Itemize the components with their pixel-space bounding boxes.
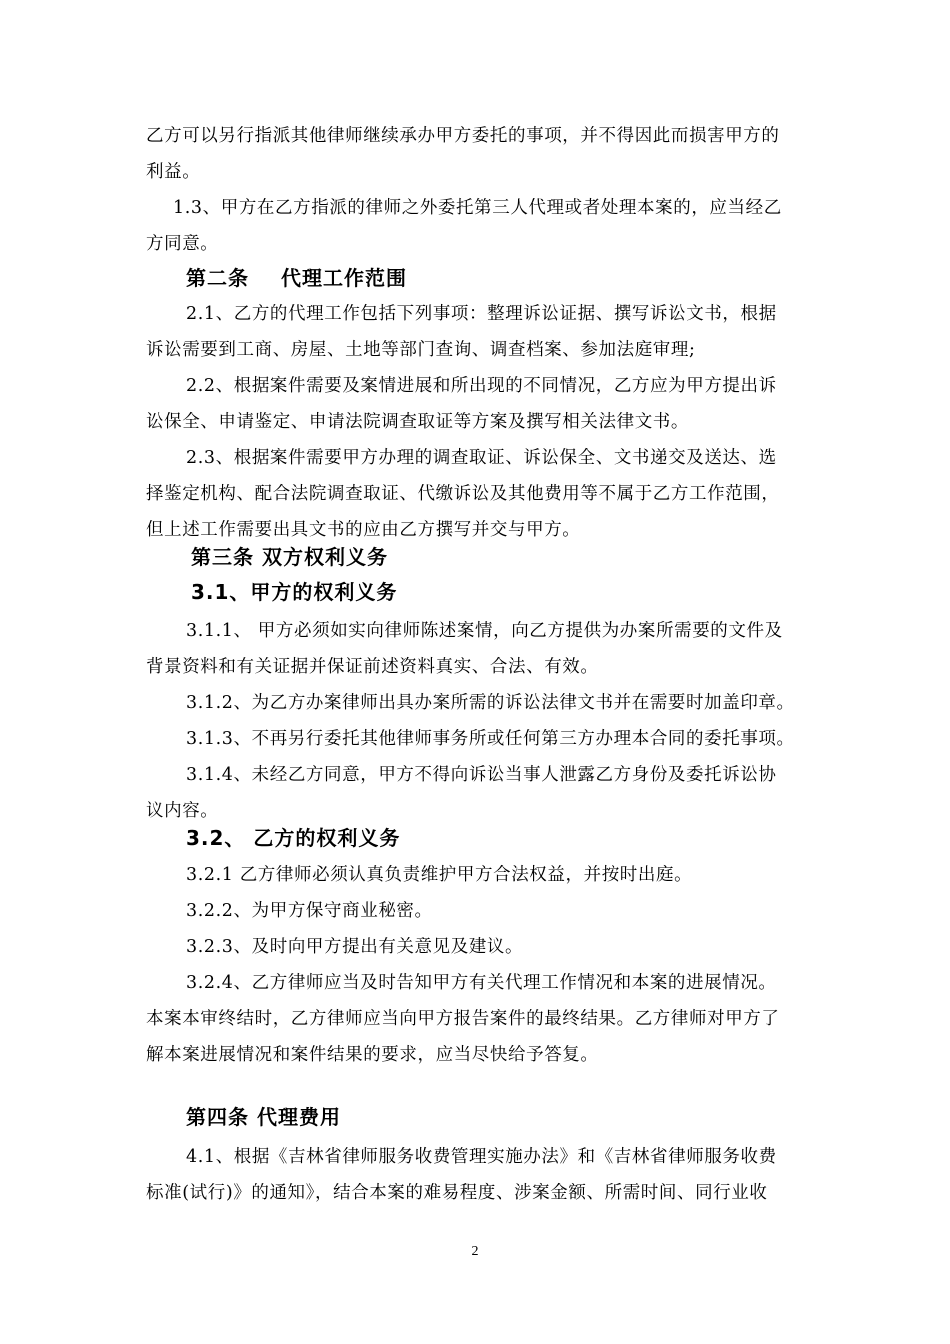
article-2-title: 代理工作范围 — [281, 266, 407, 290]
body-line: 3.2.1 乙方律师必须认真负责维护甲方合法权益，并按时出庭。 — [186, 865, 693, 885]
body-line: 1.3、甲方在乙方指派的律师之外委托第三人代理或者处理本案的，应当经乙 — [173, 198, 782, 218]
body-line: 3.2.2、为甲方保守商业秘密。 — [186, 901, 433, 921]
body-line: 3.2.4、乙方律师应当及时告知甲方有关代理工作情况和本案的进展情况。 — [186, 973, 777, 993]
body-line: 3.2.3、及时向甲方提出有关意见及建议。 — [186, 937, 524, 957]
section-3-1-heading: 3.1、甲方的权利义务 — [191, 580, 398, 604]
body-line: 本案本审终结时，乙方律师应当向甲方报告案件的最终结果。乙方律师对甲方了 — [146, 1009, 780, 1029]
body-line: 但上述工作需要出具文书的应由乙方撰写并交与甲方。 — [146, 520, 581, 540]
body-line: 乙方可以另行指派其他律师继续承办甲方委托的事项，并不得因此而损害甲方的 — [146, 126, 780, 146]
body-line: 方同意。 — [146, 234, 219, 254]
body-line: 3.1.2、为乙方办案律师出具办案所需的诉讼法律文书并在需要时加盖印章。 — [186, 693, 795, 713]
article-2-number: 第二条 — [186, 266, 249, 290]
body-line: 4.1、根据《吉林省律师服务收费管理实施办法》和《吉林省律师服务收费 — [186, 1147, 777, 1167]
body-line: 议内容。 — [146, 801, 219, 821]
body-line: 2.2、根据案件需要及案情进展和所出现的不同情况，乙方应为甲方提出诉 — [186, 376, 777, 396]
body-line: 3.1.1、 甲方必须如实向律师陈述案情，向乙方提供为办案所需要的文件及 — [186, 621, 783, 641]
body-line: 利益。 — [146, 162, 201, 182]
body-line: 3.1.4、未经乙方同意，甲方不得向诉讼当事人泄露乙方身份及委托诉讼协 — [186, 765, 777, 785]
body-line: 2.1、乙方的代理工作包括下列事项：整理诉讼证据、撰写诉讼文书，根据 — [186, 304, 777, 324]
body-line: 择鉴定机构、配合法院调查取证、代缴诉讼及其他费用等不属于乙方工作范围， — [146, 484, 780, 504]
section-3-2-heading: 3.2、 乙方的权利义务 — [186, 826, 401, 850]
article-2-heading — [186, 264, 407, 292]
body-line: 标准(试行)》的通知》，结合本案的难易程度、涉案金额、所需时间、同行业收 — [146, 1183, 768, 1203]
body-line: 3.1.3、不再另行委托其他律师事务所或任何第三方办理本合同的委托事项。 — [186, 729, 795, 749]
article-3-heading: 第三条 双方权利义务 — [191, 545, 388, 569]
body-line: 背景资料和有关证据并保证前述资料真实、合法、有效。 — [146, 657, 599, 677]
article-4-heading: 第四条 代理费用 — [186, 1105, 341, 1129]
body-line: 2.3、根据案件需要甲方办理的调查取证、诉讼保全、文书递交及送达、选 — [186, 448, 777, 468]
body-line: 诉讼需要到工商、房屋、土地等部门查询、调查档案、参加法庭审理; — [146, 340, 696, 360]
page-number: 2 — [471, 1244, 479, 1259]
body-line: 解本案进展情况和案件结果的要求，应当尽快给予答复。 — [146, 1045, 599, 1065]
body-line: 讼保全、申请鉴定、申请法院调查取证等方案及撰写相关法律文书。 — [146, 412, 689, 432]
